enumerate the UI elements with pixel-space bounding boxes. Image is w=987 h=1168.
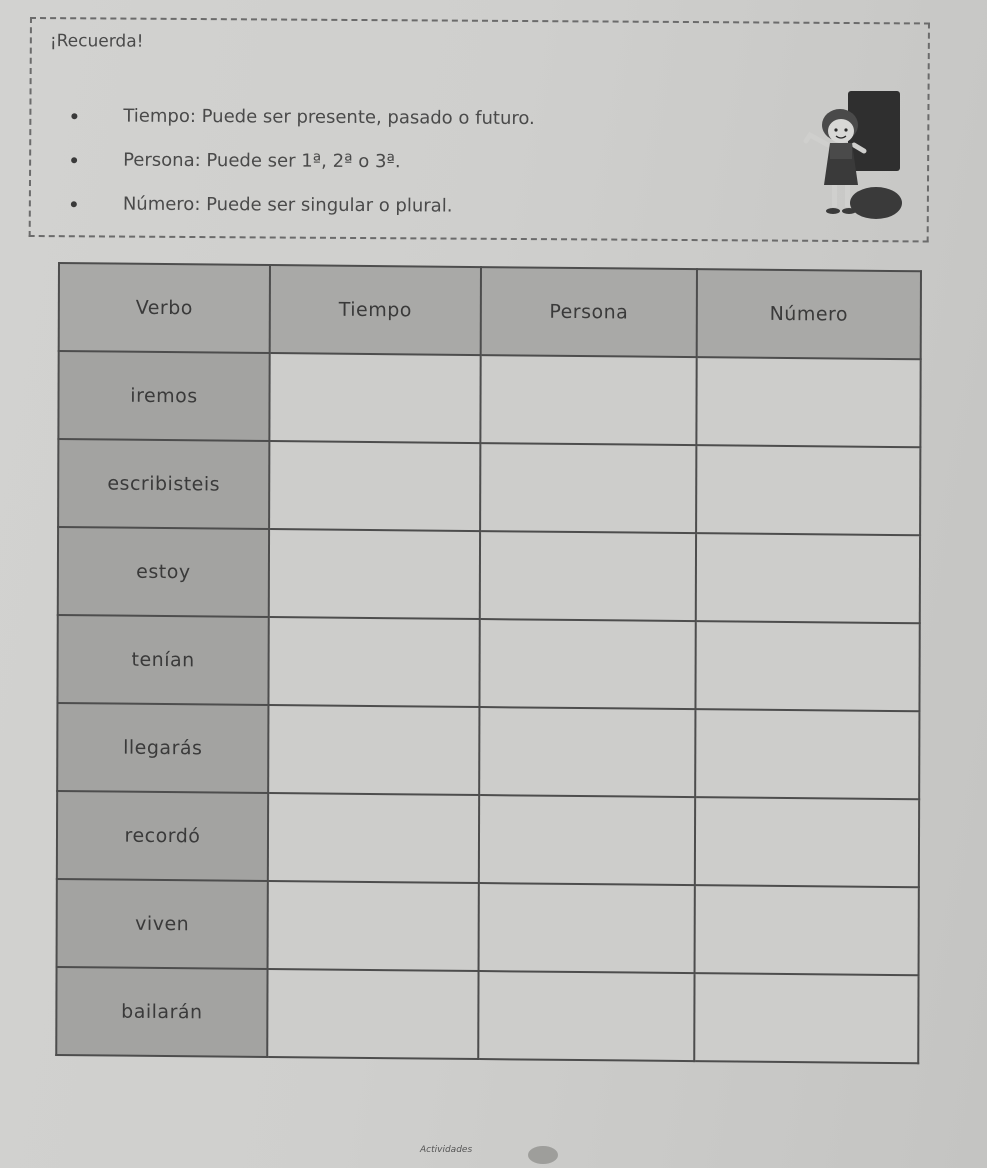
answer-cell-numero[interactable] <box>695 797 919 887</box>
rule-item-numero <box>71 189 535 236</box>
answer-cell-numero[interactable] <box>695 709 919 799</box>
rule-text: Persona: Puede ser 1ª, 2ª o 3ª. <box>123 149 401 173</box>
verb-cell: escribisteis <box>58 439 269 529</box>
answer-cell-tiempo[interactable] <box>269 353 480 443</box>
rule-item-tiempo <box>71 101 535 148</box>
table-row <box>58 351 920 447</box>
answer-cell-tiempo[interactable] <box>268 617 479 707</box>
answer-cell-persona[interactable] <box>480 443 696 533</box>
header-persona: Persona <box>481 267 697 357</box>
verb-cell: llegarás <box>57 703 268 793</box>
answer-cell-tiempo[interactable] <box>267 969 478 1059</box>
answer-cell-persona[interactable] <box>480 531 696 621</box>
verb-table <box>55 262 922 1064</box>
answer-cell-persona[interactable] <box>479 795 695 885</box>
table-header-row <box>59 263 921 359</box>
reminder-box <box>29 17 930 242</box>
answer-cell-numero[interactable] <box>695 621 919 711</box>
header-tiempo: Tiempo <box>270 265 481 355</box>
answer-cell-persona[interactable] <box>478 971 694 1061</box>
answer-cell-tiempo[interactable] <box>268 881 479 971</box>
answer-cell-tiempo[interactable] <box>268 793 479 883</box>
answer-cell-persona[interactable] <box>480 355 696 445</box>
reminder-title: ¡Recuerda! <box>49 31 144 52</box>
table-row <box>58 527 920 623</box>
table-row <box>58 439 920 535</box>
bullet-icon <box>71 113 77 119</box>
rule-item-persona <box>71 145 535 192</box>
answer-cell-tiempo[interactable] <box>269 529 480 619</box>
answer-cell-numero[interactable] <box>696 445 920 535</box>
table-row <box>57 791 919 887</box>
verb-cell: recordó <box>57 791 268 881</box>
verb-cell: tenían <box>57 615 268 705</box>
answer-cell-tiempo[interactable] <box>269 441 480 531</box>
footer-blob <box>528 1146 558 1164</box>
answer-cell-persona[interactable] <box>479 707 695 797</box>
verb-cell: bailarán <box>56 967 267 1057</box>
header-numero: Número <box>697 269 921 359</box>
answer-cell-persona[interactable] <box>479 883 695 973</box>
table-row <box>57 703 919 799</box>
answer-cell-persona[interactable] <box>479 619 695 709</box>
footer-mark: Actividades <box>420 1145 473 1155</box>
answer-cell-numero[interactable] <box>696 533 920 623</box>
rule-text: Número: Puede ser singular o plural. <box>122 193 453 217</box>
answer-cell-numero[interactable] <box>694 973 918 1063</box>
table-row <box>57 879 919 975</box>
table-row <box>57 615 919 711</box>
answer-cell-numero[interactable] <box>696 357 920 447</box>
rule-text: Tiempo: Puede ser presente, pasado o futuro. <box>123 105 535 130</box>
header-verbo: Verbo <box>59 263 270 353</box>
answer-cell-tiempo[interactable] <box>268 705 479 795</box>
verb-analysis-table <box>55 262 920 1064</box>
table-row <box>56 967 918 1063</box>
bullet-icon <box>71 201 77 207</box>
rule-list <box>71 101 535 236</box>
verb-cell: iremos <box>58 351 269 441</box>
bullet-icon <box>71 157 77 163</box>
verb-cell: viven <box>57 879 268 969</box>
girl-exclamation-illustration <box>800 85 910 230</box>
verb-cell: estoy <box>58 527 269 617</box>
answer-cell-numero[interactable] <box>695 885 919 975</box>
